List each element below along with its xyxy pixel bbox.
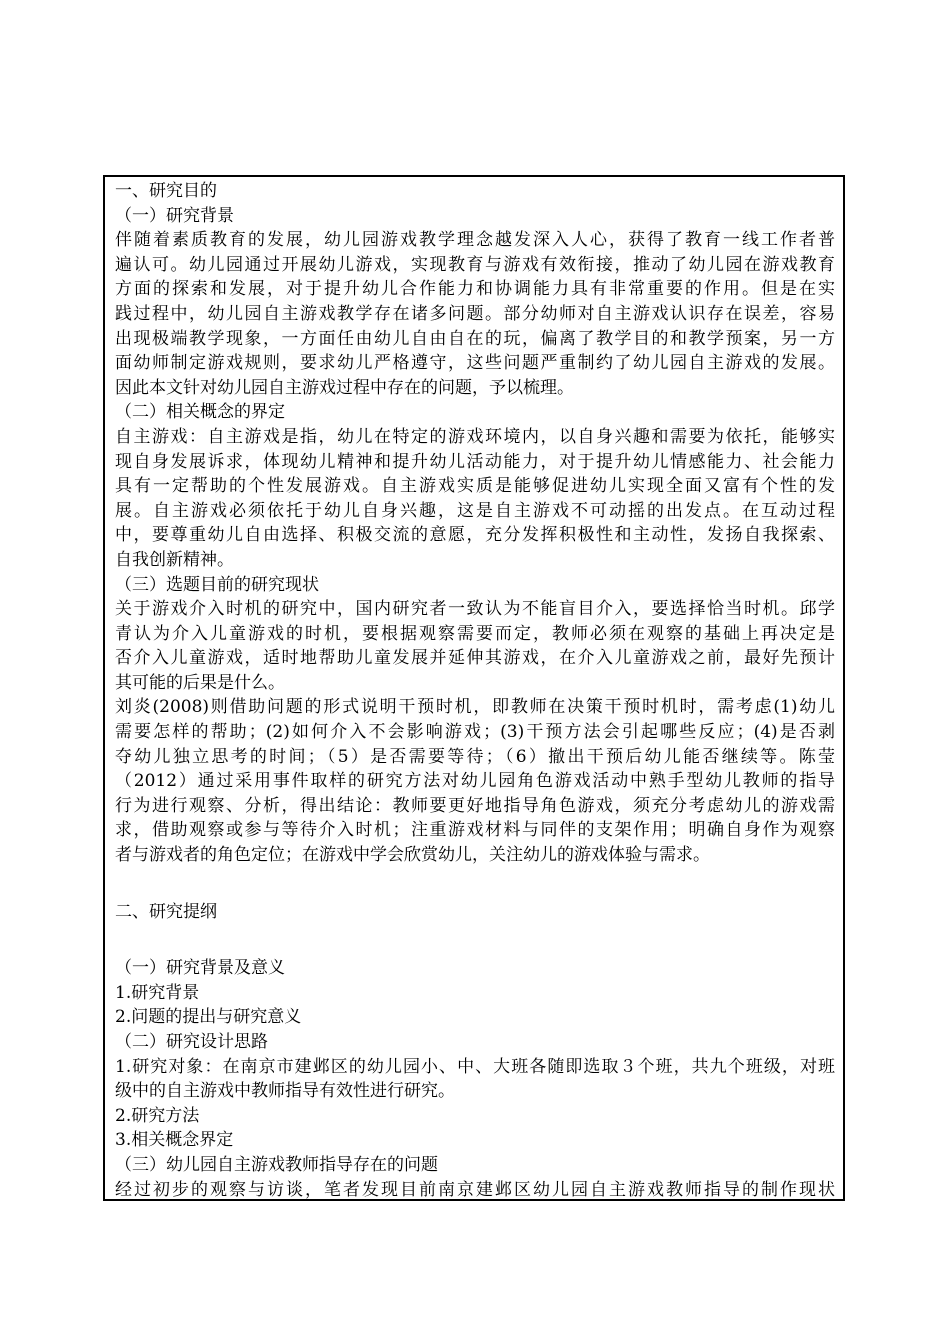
paragraph-line: 关于游戏介入时机的研究中，国内研究者一致认为不能盲目介入，要选择恰当时机。邱学	[115, 599, 835, 620]
spacer	[115, 868, 835, 900]
paragraph-line: 遍认可。幼儿园通过开展幼儿游戏，实现教育与游戏有效衔接，推动了幼儿园在游戏教育	[115, 254, 835, 275]
paragraph-line: （2012）通过采用事件取样的研究方法对幼儿园角色游戏活动中熟手型幼儿教师的指导	[115, 771, 835, 792]
outline-item: 1.研究背景	[115, 982, 200, 1003]
paragraph-line: 级中的自主游戏中教师指导有效性进行研究。	[115, 1081, 455, 1102]
paragraph-line: 刘炎(2008)则借助问题的形式说明干预时机，即教师在决策干预时机时，需考虑(1)幼儿	[115, 697, 835, 718]
subheading: （三）选题目前的研究现状	[115, 574, 319, 595]
paragraph-line: 其可能的后果是什么。	[115, 672, 285, 693]
subheading: （一）研究背景及意义	[115, 958, 285, 979]
outline-item: 2.问题的提出与研究意义	[115, 1007, 302, 1028]
paragraph-line: 伴随着素质教育的发展，幼儿园游戏教学理念越发深入人心，获得了教育一线工作者普	[115, 230, 835, 251]
outline-item: 2.研究方法	[115, 1105, 200, 1126]
section-heading: 一、研究目的	[115, 181, 217, 201]
paragraph-line: 求，借助观察或参与等待介入时机；注重游戏材料与同伴的支架作用；明确自身作为观察	[115, 820, 835, 841]
paragraph-line: 1.研究对象：在南京市建邺区的幼儿园小、中、大班各随即选取３个班，共九个班级，对班	[115, 1056, 835, 1077]
paragraph-line: 方面的探索和发展，对于提升幼儿合作能力和协调能力具有非常重要的作用。但是在实	[115, 279, 835, 300]
paragraph-line: 具有一定帮助的个性发展游戏。自主游戏实质是能够促进幼儿实现全面又富有个性的发	[115, 476, 835, 497]
paragraph-line: 否介入儿童游戏，适时地帮助儿童发展并延伸其游戏，在介入儿童游戏之前，最好先预计	[115, 648, 835, 669]
paragraph-line: 践过程中，幼儿园自主游戏教学存在诸多问题。部分幼师对自主游戏认识存在误差，容易	[115, 303, 835, 324]
paragraph-line: 面幼师制定游戏规则，要求幼儿严格遵守，这些问题严重制约了幼儿园自主游戏的发展。	[115, 353, 835, 374]
subheading: （一）研究背景	[115, 205, 234, 226]
paragraph-line: 自主游戏：自主游戏是指，幼儿在特定的游戏环境内，以自身兴趣和需要为依托，能够实	[115, 426, 835, 447]
paragraph-line: 夺幼儿独立思考的时间；（5）是否需要等待；（6）撤出干预后幼儿能否继续等。陈莹	[115, 746, 835, 767]
paragraph-line: 经过初步的观察与访谈，笔者发现目前南京建邺区幼儿园自主游戏教师指导的制作现状	[115, 1179, 835, 1200]
paragraph-line: 因此本文针对幼儿园自主游戏过程中存在的问题，予以梳理。	[115, 377, 574, 398]
subheading: （二）相关概念的界定	[115, 402, 285, 423]
paragraph-line: 需要怎样的帮助；(2)如何介入不会影响游戏；(3)干预方法会引起哪些反应；(4)是否剥	[115, 722, 835, 743]
paragraph-line: 现自身发展诉求，体现幼儿精神和提升幼儿活动能力，对于提升幼儿情感能力、社会能力	[115, 451, 835, 472]
paragraph-line: 者与游戏者的角色定位；在游戏中学会欣赏幼儿，关注幼儿的游戏体验与需求。	[115, 845, 710, 866]
subheading: （三）幼儿园自主游戏教师指导存在的问题	[115, 1154, 438, 1175]
section-heading: 二、研究提纲	[115, 901, 217, 922]
paragraph-line: 出现极端教学现象，一方面任由幼儿自由自在的玩，偏离了教学目的和教学预案，另一方	[115, 328, 835, 349]
paragraph-line: 中，要尊重幼儿自由选择、积极交流的意愿，充分发挥积极性和主动性，发扬自我探索、	[115, 525, 835, 546]
spacer	[115, 924, 835, 956]
paragraph-line: 展。自主游戏必须依托于幼儿自身兴趣，这是自主游戏不可动摇的出发点。在互动过程	[115, 500, 835, 521]
outline-item: 3.相关概念界定	[115, 1130, 234, 1151]
paragraph-line: 行为进行观察、分析，得出结论：教师要更好地指导角色游戏，须充分考虑幼儿的游戏需	[115, 795, 835, 816]
subheading: （二）研究设计思路	[115, 1032, 268, 1052]
paragraph-line: 自我创新精神。	[115, 549, 234, 570]
document-table-cell	[103, 175, 845, 1201]
paragraph-line: 青认为介入儿童游戏的时机，要根据观察需要而定，教师必须在观察的基础上再决定是	[115, 623, 835, 644]
